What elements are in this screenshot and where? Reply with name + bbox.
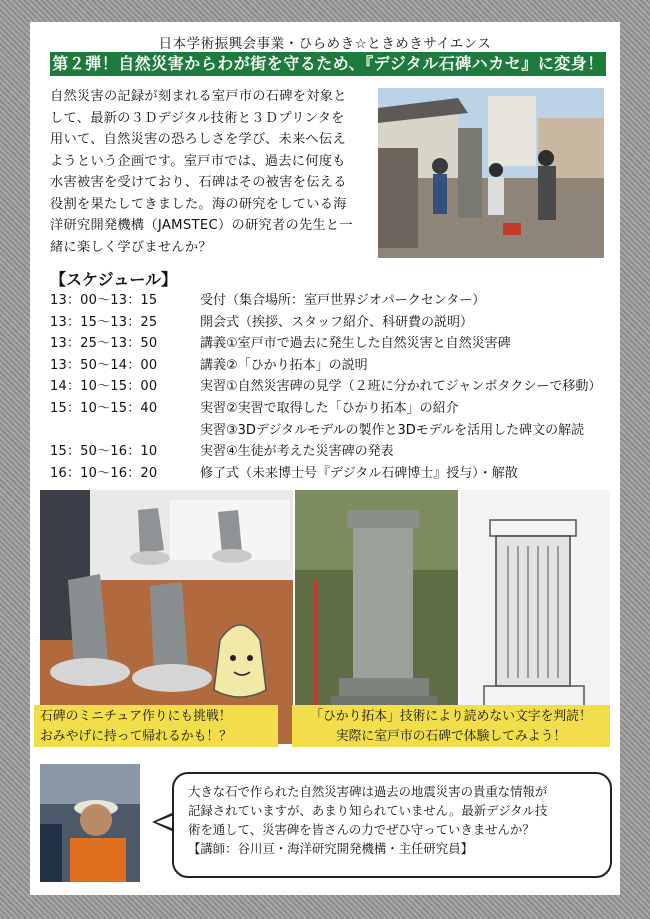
- schedule-desc: 講義①室戸市で過去に発生した自然災害と自然災害碑: [200, 336, 511, 352]
- schedule-heading: 【スケジュール】: [50, 270, 178, 289]
- schedule-desc: 修了式（未来博士号『デジタル石碑博士』授与）・解散: [200, 465, 518, 481]
- field-trip-photo: [378, 88, 604, 258]
- intro-line: 緒に楽しく学びませんか？: [50, 239, 212, 255]
- intro-line: 自然災害の記録が刻まれる室戸市の石碑を対象と: [50, 89, 347, 104]
- schedule-row: [50, 420, 620, 442]
- schedule-time: 13：25～13：50: [50, 336, 158, 352]
- schedule-row: [50, 355, 620, 377]
- title-banner: 第２弾！自然災害からわが街を守るため、『デジタル石碑ハカセ』に変身！: [50, 52, 606, 76]
- schedule-row: [50, 441, 620, 463]
- miniature-caption: [34, 705, 278, 747]
- program-name: 日本学術振興会事業・ひらめき☆ときめきサイエンス: [158, 36, 492, 52]
- intro-line: 水害被害を受けており、石碑はその被害を伝える: [50, 175, 347, 190]
- schedule-time: 15：10～15：40: [50, 400, 158, 416]
- bubble-line: 術を通して、災害碑を皆さんの力でぜひ守っていきませんか？: [188, 822, 535, 837]
- intro-line: 洋研究開発機構（JAMSTEC）の研究者の先生と一: [50, 218, 353, 233]
- schedule-desc: 実習④生徒が考えた災害碑の発表: [200, 444, 394, 460]
- caption-line: 実際に室戸市の石碑で体験してみよう！: [335, 729, 567, 744]
- schedule-time: 13：15～13：25: [50, 314, 158, 330]
- rubbing-caption: [292, 705, 610, 747]
- schedule-row: [50, 463, 620, 485]
- schedule-time: 14：10～15：00: [50, 379, 158, 395]
- intro-text: [50, 86, 380, 258]
- schedule-desc: 実習①自然災害碑の見学（２班に分かれてジャンボタクシーで移動）: [200, 379, 602, 395]
- schedule-row: [50, 333, 620, 355]
- schedule-desc: 実習②実習で取得した「ひかり拓本」の紹介: [200, 400, 459, 416]
- flyer-page: [30, 22, 620, 895]
- caption-line: 「ひかり拓本」技術により読めない文字を判読！: [310, 709, 592, 724]
- schedule-desc: 講義②「ひかり拓本」の説明: [200, 357, 368, 373]
- schedule-time: [50, 420, 200, 442]
- speech-bubble: [172, 772, 612, 878]
- schedule-row: [50, 290, 620, 312]
- schedule-time: 13：50～14：00: [50, 357, 158, 373]
- bubble-line: 大きな石で作られた自然災害碑は過去の地震災害の貴重な情報が: [188, 784, 548, 799]
- intro-line: ようという企画です。室戸市では、過去に何度も: [50, 153, 346, 169]
- intro-line: 用いて、自然災害の恐ろしさを学び、未来へ伝え: [50, 132, 346, 147]
- bubble-line: 記録されていますが、あまり知られていません。最新デジタル技: [188, 803, 548, 818]
- bubble-line: 【講師：谷川亘・海洋研究開発機構・主任研究員】: [188, 841, 473, 856]
- intro-line: 役割を果たしてきました。海の研究をしている海: [50, 196, 347, 212]
- schedule-desc: 実習③3Dデジタルモデルの製作と3Dモデルを活用した碑文の解読: [200, 422, 585, 438]
- schedule-row: [50, 376, 620, 398]
- intro-line: して、最新の３Ｄデジタル技術と３Ｄプリンタを: [50, 110, 345, 126]
- lecturer-photo: [40, 764, 140, 882]
- schedule-time: 15：50～16：10: [50, 444, 158, 460]
- schedule-desc: 開会式（挨拶、スタッフ紹介、科研費の説明）: [200, 314, 474, 330]
- schedule-time: 13：00～13：15: [50, 293, 158, 308]
- schedule-row: [50, 398, 620, 420]
- caption-line: 石碑のミニチュア作りにも挑戦！: [40, 709, 232, 724]
- schedule-row: [50, 312, 620, 334]
- schedule-list: [50, 290, 620, 484]
- schedule-desc: 受付（集合場所：室戸世界ジオパークセンター）: [200, 293, 486, 308]
- schedule-time: 16：10～16：20: [50, 465, 158, 481]
- caption-line: おみやげに持って帰れるかも！？: [40, 729, 232, 744]
